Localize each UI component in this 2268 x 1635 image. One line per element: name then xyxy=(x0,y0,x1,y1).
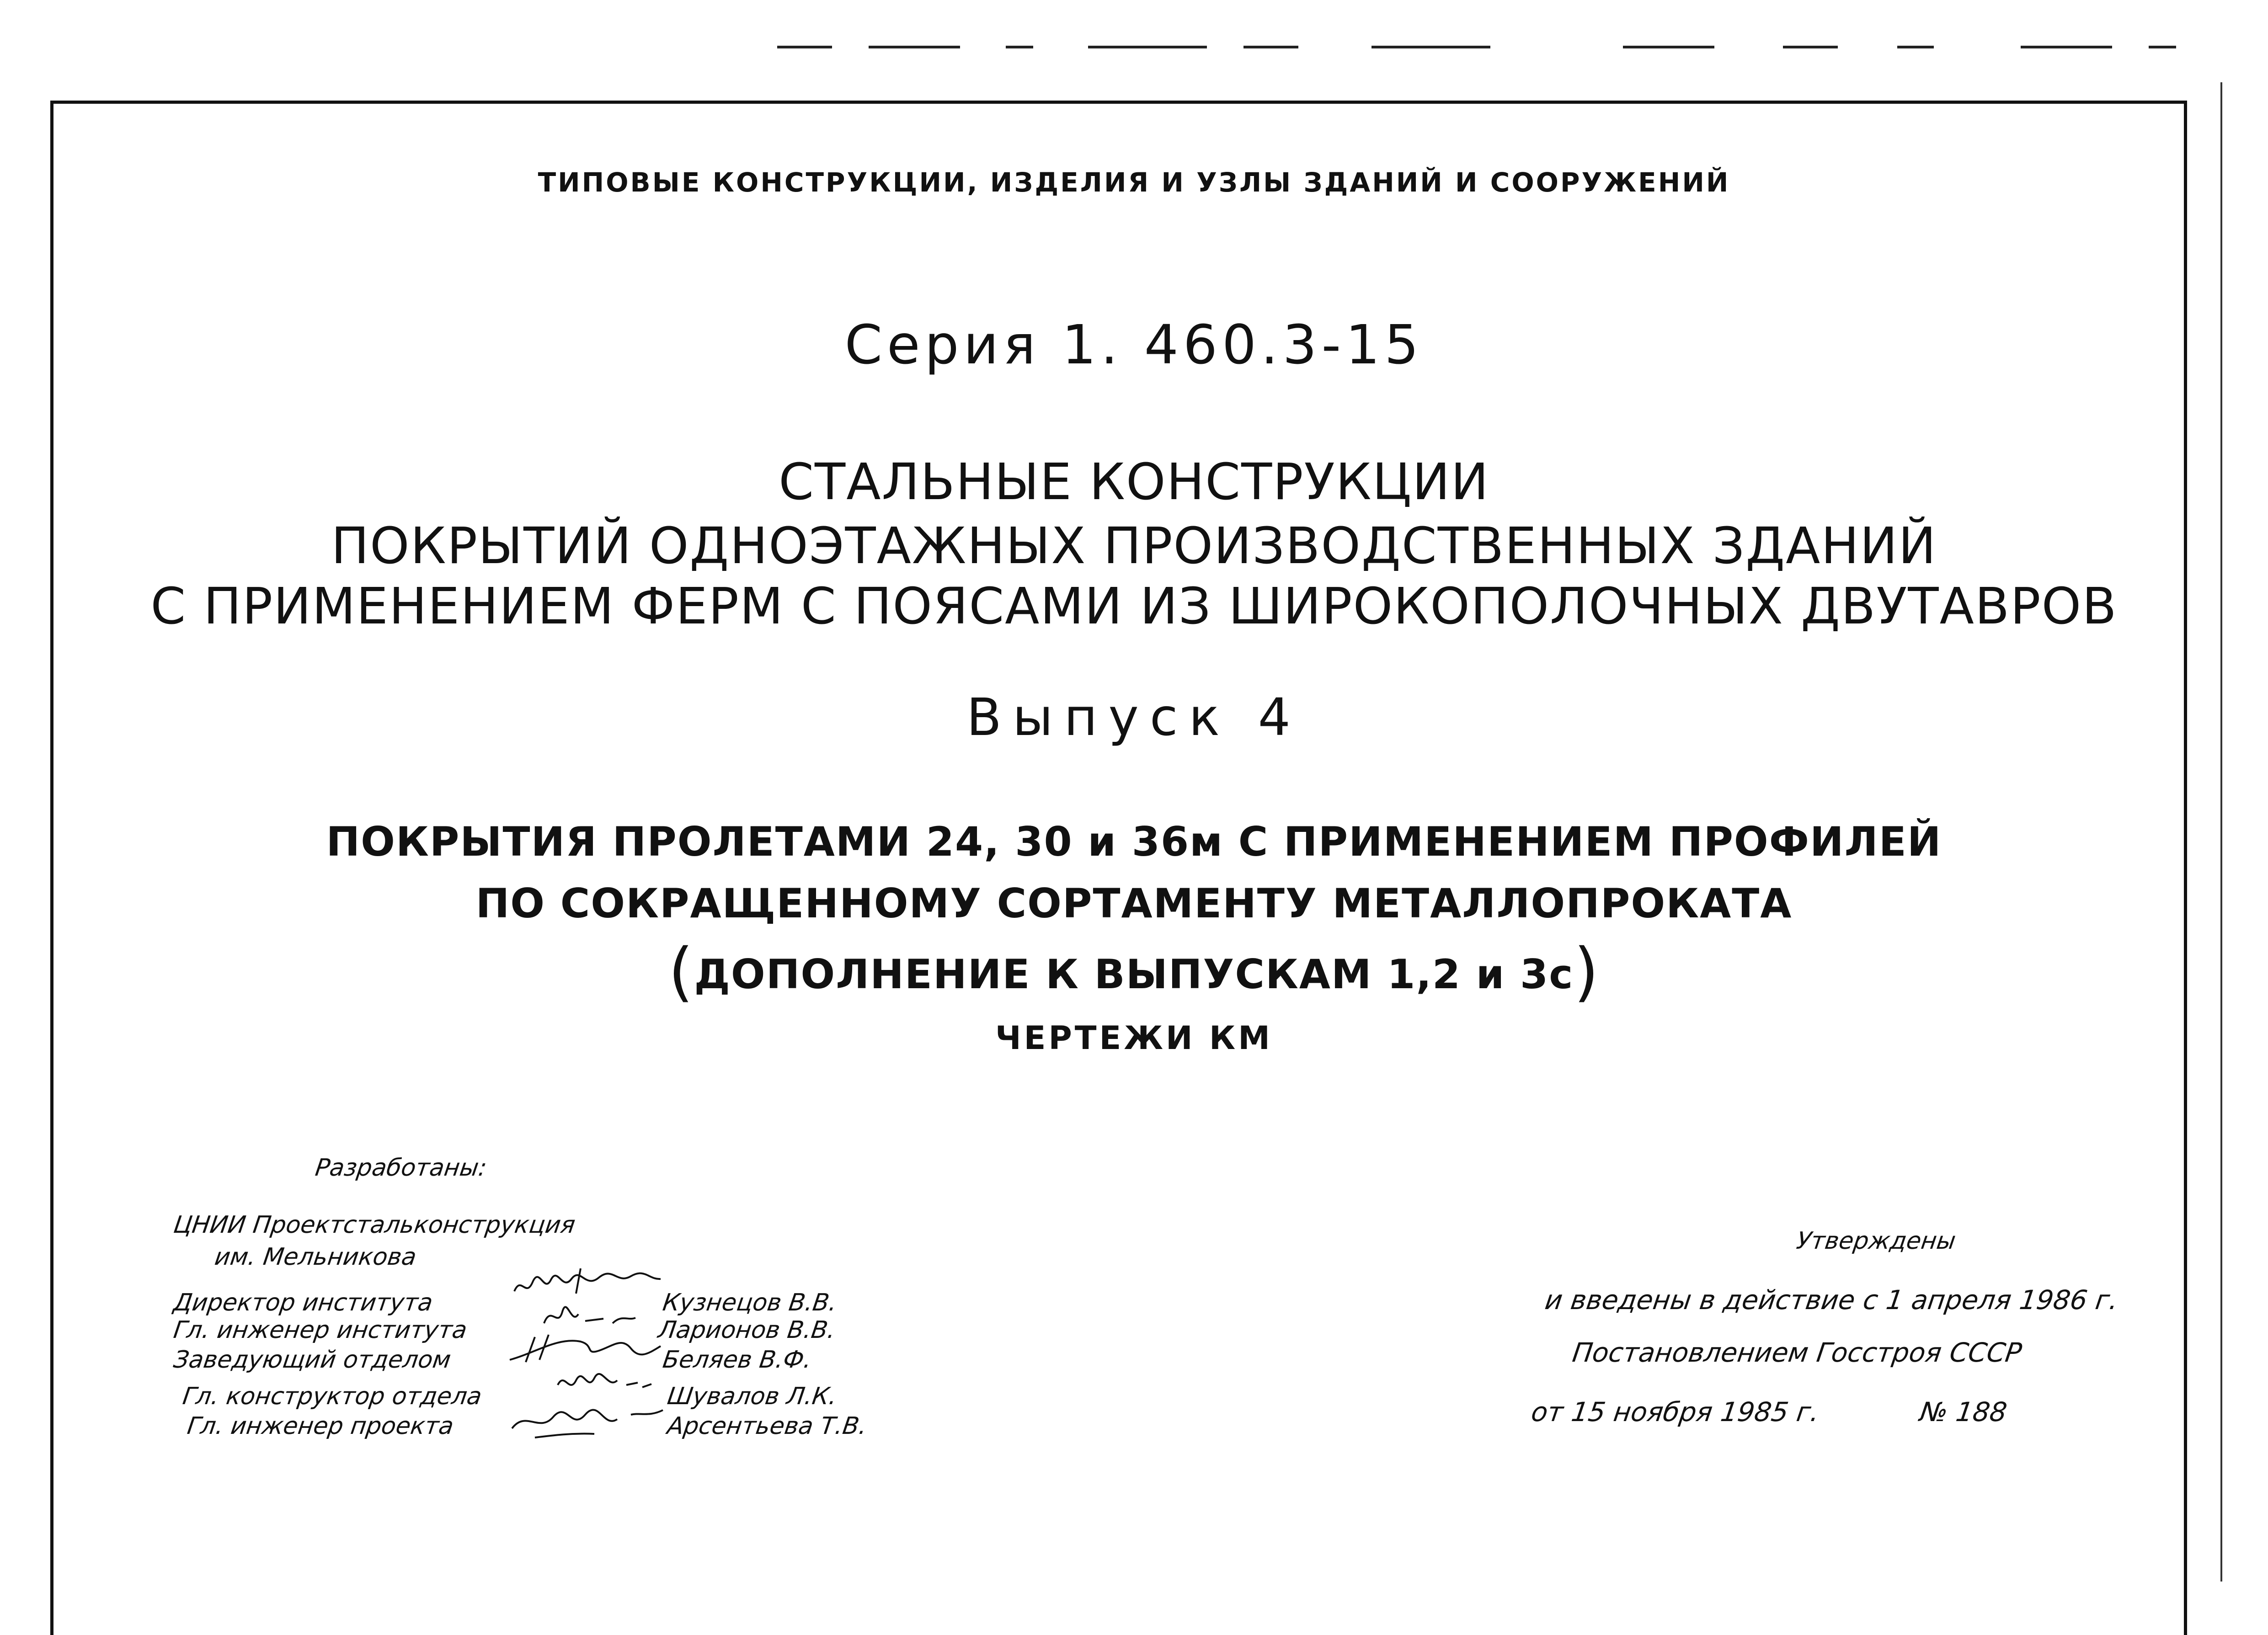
staff-role: Директор института xyxy=(171,1289,435,1316)
developer-org: ЦНИИ Проектстальконструкция xyxy=(171,1211,577,1239)
title-line-2: ПОКРЫТИЙ ОДНОЭТАЖНЫХ ПРОИЗВОДСТВЕННЫХ ЗДАНИЙ xyxy=(331,517,1937,575)
issue-number: Выпуск 4 xyxy=(966,688,1302,747)
scan-artifact xyxy=(1623,46,1714,48)
scan-artifact xyxy=(1371,46,1490,48)
title-line-1: СТАЛЬНЫЕ КОНСТРУКЦИИ xyxy=(779,453,1489,511)
approval-date: от 15 ноября 1985 г. xyxy=(1529,1396,1821,1427)
scan-artifact xyxy=(777,46,832,48)
subtitle-line-1: ПОКРЫТИЯ ПРОЛЕТАМИ 24, 30 и 36м С ПРИМЕНЕНИЕМ ПРОФИЛЕЙ xyxy=(326,818,1942,865)
scan-artifact xyxy=(2021,46,2112,48)
collection-header: ТИПОВЫЕ КОНСТРУКЦИИ, ИЗДЕЛИЯ И УЗЛЫ ЗДАНИЙ И СООРУЖЕНИЙ xyxy=(538,167,1730,198)
scan-artifact xyxy=(1088,46,1207,48)
supplement-text: ДОПОЛНЕНИЕ К ВЫПУСКАМ 1,2 и 3с xyxy=(694,951,1574,998)
staff-role: Гл. инженер института xyxy=(171,1316,469,1344)
scan-artifact xyxy=(869,46,960,48)
signature-department-head xyxy=(507,1328,663,1367)
staff-role: Заведующий отделом xyxy=(171,1346,453,1374)
staff-role: Гл. инженер проекта xyxy=(185,1412,456,1440)
staff-name: Беляев В.Ф. xyxy=(661,1346,814,1374)
staff-name: Арсентьева Т.В. xyxy=(665,1412,869,1440)
developer-org-name: им. Мельникова xyxy=(213,1243,418,1271)
scan-artifact xyxy=(1243,46,1298,48)
approval-number: № 188 xyxy=(1918,1396,2009,1427)
scan-artifact xyxy=(1006,46,1033,48)
approval-line-1: Утверждены xyxy=(1794,1227,1958,1255)
signature-project-engineer xyxy=(507,1401,667,1442)
paren-close: ) xyxy=(1574,935,1600,1009)
paren-open: ( xyxy=(668,935,694,1009)
series-number: Серия 1. 460.3-15 xyxy=(844,313,1424,376)
staff-name: Кузнецов В.В. xyxy=(661,1289,839,1316)
scan-artifact xyxy=(2149,46,2176,48)
subtitle-line-2: ПО СОКРАЩЕННОМУ СОРТАМЕНТУ МЕТАЛЛОПРОКАТА xyxy=(475,880,1793,927)
scan-artifact xyxy=(1783,46,1838,48)
drawings-label: ЧЕРТЕЖИ КМ xyxy=(995,1019,1273,1057)
approval-line-3: Постановлением Госстроя СССР xyxy=(1570,1337,2024,1368)
staff-role: Гл. конструктор отдела xyxy=(181,1383,484,1410)
subtitle-line-3 xyxy=(0,935,2268,1009)
staff-name: Шувалов Л.К. xyxy=(665,1383,839,1410)
approval-line-2: и введены в действие с 1 апреля 1986 г. xyxy=(1543,1284,2120,1315)
signature-chief-designer xyxy=(553,1367,654,1403)
scan-artifact xyxy=(1897,46,1934,48)
title-line-3: С ПРИМЕНЕНИЕМ ФЕРМ С ПОЯСАМИ ИЗ ШИРОКОПОЛОЧНЫХ ДВУТАВРОВ xyxy=(150,577,2118,635)
staff-name: Ларионов В.В. xyxy=(656,1316,838,1344)
developed-label: Разработаны: xyxy=(313,1154,489,1182)
